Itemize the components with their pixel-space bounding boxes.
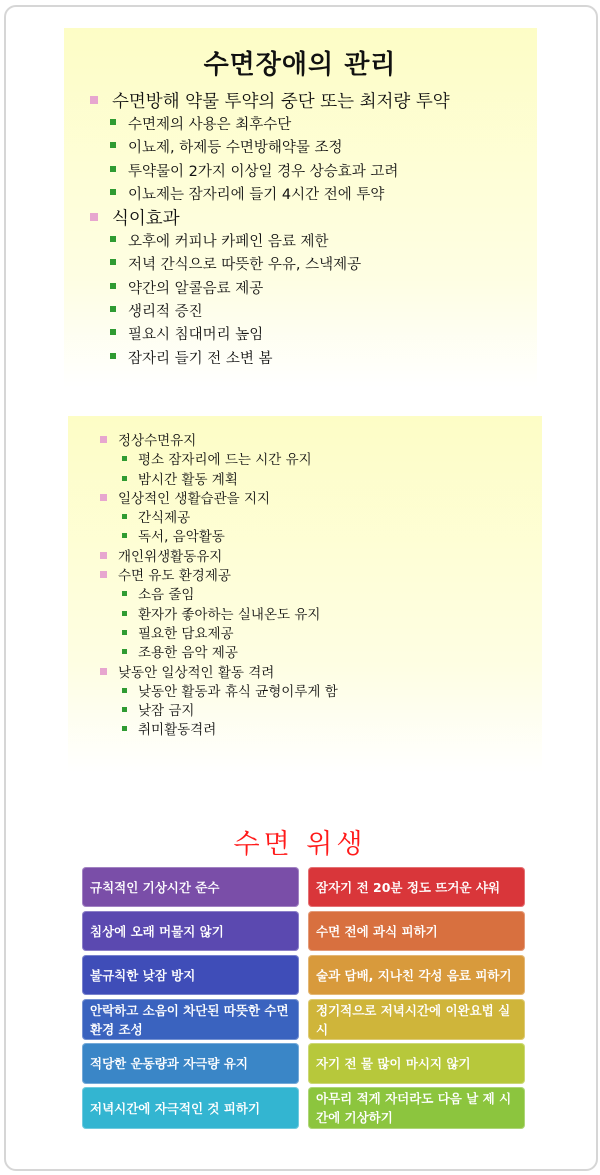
list-item: 환자가 좋아하는 실내온도 유지: [122, 606, 338, 625]
list-heading: 개인위생활동유지: [100, 548, 338, 567]
list-item: 평소 잠자리에 드는 시간 유지: [122, 451, 338, 470]
list-item: 낮동안 활동과 휴식 균형이루게 함: [122, 683, 338, 702]
list-item: 밤시간 활동 계획: [122, 471, 338, 490]
list-item: 소음 줄임: [122, 586, 338, 605]
hygiene-tile-right: 아무리 적게 자더라도 다음 날 제 시간에 기상하기: [308, 1087, 525, 1129]
list-item: 낮잠 금지: [122, 702, 338, 721]
list-heading: 낮동안 일상적인 활동 격려: [100, 664, 338, 683]
hygiene-tile-left: 불규칙한 낮잠 방지: [82, 955, 299, 995]
list-heading: 일상적인 생활습관을 지지: [100, 490, 338, 509]
hygiene-tile-left: 저녁시간에 자극적인 것 피하기: [82, 1087, 299, 1129]
hygiene-tile-left: 침상에 오래 머물지 않기: [82, 911, 299, 951]
hygiene-tile-right: 술과 담배, 지나친 각성 음료 피하기: [308, 955, 525, 995]
hygiene-tile-right: 수면 전에 과식 피하기: [308, 911, 525, 951]
hygiene-tile-right: 잠자기 전 20분 정도 뜨거운 샤워: [308, 867, 525, 907]
list-heading: 식이효과: [90, 207, 450, 231]
hygiene-tile-left: 규칙적인 기상시간 준수: [82, 867, 299, 907]
list-item: 생리적 증진: [110, 301, 450, 324]
list-item: 수면제의 사용은 최후수단: [110, 114, 450, 137]
list-item: 이뇨제는 잠자리에 들기 4시간 전에 투약: [110, 184, 450, 207]
list-item: 잠자리 들기 전 소변 봄: [110, 348, 450, 371]
sleep-maintenance-list: [100, 432, 338, 741]
list-item: 간식제공: [122, 509, 338, 528]
list-item: 이뇨제, 하제등 수면방해약물 조정: [110, 137, 450, 160]
list-item: 필요시 침대머리 높임: [110, 324, 450, 347]
list-item: 투약물이 2가지 이상일 경우 상승효과 고려: [110, 161, 450, 184]
list-heading: 수면 유도 환경제공: [100, 567, 338, 586]
hygiene-tile-right: 자기 전 물 많이 마시지 않기: [308, 1043, 525, 1084]
page-title: 수면장애의 관리: [203, 50, 397, 80]
sleep-hygiene-title: 수면 위생: [233, 829, 367, 860]
hygiene-tile-left: 안락하고 소음이 차단된 따뜻한 수면환경 조성: [82, 999, 299, 1040]
list-item: 저녁 간식으로 따뜻한 우유, 스낵제공: [110, 254, 450, 277]
hygiene-tile-right: 정기적으로 저녁시간에 이완요법 실시: [308, 999, 525, 1040]
list-item: 약간의 알콜음료 제공: [110, 278, 450, 301]
management-list: [90, 90, 450, 371]
list-item: 오후에 커피나 카페인 음료 제한: [110, 231, 450, 254]
list-item: 독서, 음악활동: [122, 528, 338, 547]
list-item: 필요한 담요제공: [122, 625, 338, 644]
list-heading: 정상수면유지: [100, 432, 338, 451]
list-item: 조용한 음악 제공: [122, 644, 338, 663]
list-heading: 수면방해 약물 투약의 중단 또는 최저량 투약: [90, 90, 450, 114]
list-item: 취미활동격려: [122, 721, 338, 740]
hygiene-tile-left: 적당한 운동량과 자극량 유지: [82, 1043, 299, 1084]
